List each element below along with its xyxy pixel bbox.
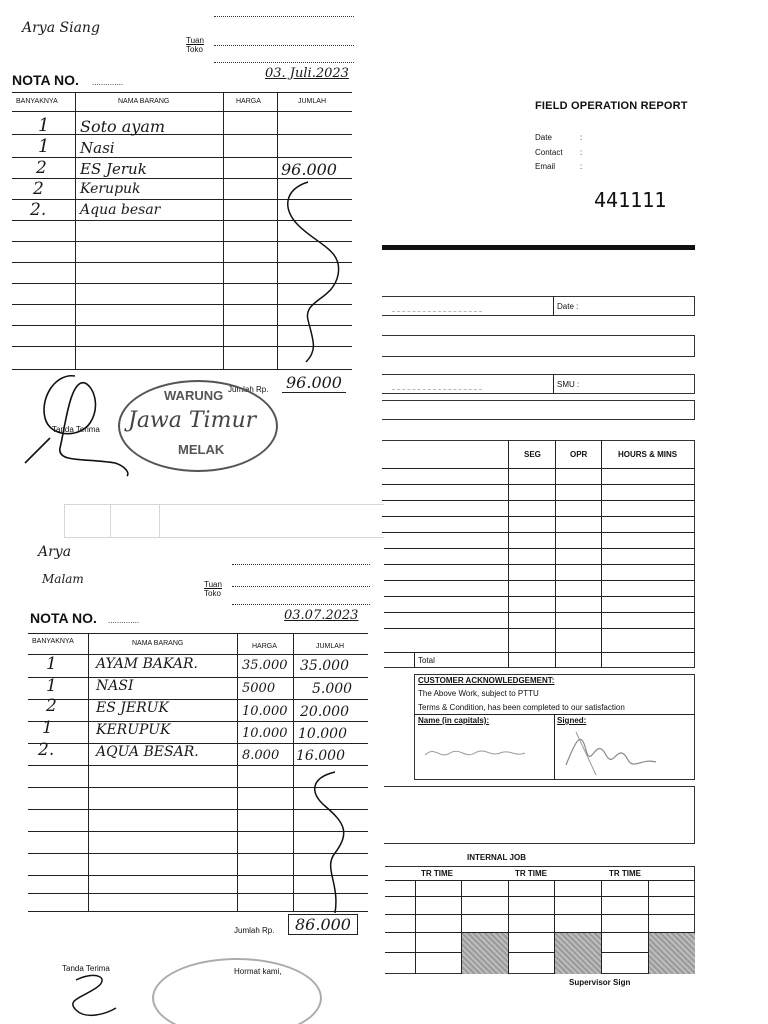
receipt2-handwritten-top2: Malam — [42, 572, 84, 586]
shaded-cell-1 — [462, 933, 508, 974]
receipt2-nota-dots: .............. — [108, 616, 140, 625]
report-email-label: Email — [535, 162, 556, 171]
receipt1-handwritten-top: Arya Siang — [22, 20, 100, 36]
receipt1-nota-dots: .............. — [92, 78, 124, 87]
report-date-colon: : — [580, 133, 583, 142]
receipt2-row5-price: 8.000 — [242, 748, 280, 763]
receipt2-toko: Toko — [204, 589, 221, 598]
receipt2-row1-amount: 35.000 — [300, 658, 349, 674]
receipt2-col-price: HARGA — [252, 643, 277, 650]
internal-job-label: INTERNAL JOB — [467, 853, 526, 862]
receipt2-row2-amount: 5.000 — [312, 681, 353, 697]
shaded-cell-3 — [649, 933, 695, 974]
signed-label: Signed: — [557, 716, 587, 725]
receipt2-jumlah-value: 86.000 — [288, 914, 358, 935]
report-row-box-4 — [382, 400, 695, 420]
report-row-box-2 — [382, 335, 695, 357]
receipt2-row2-qty: 1 — [46, 676, 57, 696]
report-date-label: Date — [535, 133, 552, 142]
receipt1-date: 03. Juli.2023 — [265, 66, 349, 81]
receipt1-amount-written: 96.000 — [281, 160, 337, 179]
receipt2-col-qty: BANYAKNYA — [32, 638, 74, 645]
receipt2-row3-price: 10.000 — [242, 704, 288, 719]
receipt2-row1-price: 35.000 — [242, 658, 288, 673]
receipt1-row4-item: Kerupuk — [80, 181, 141, 197]
customer-name-scribble — [420, 735, 540, 765]
receipt1-toko: Toko — [186, 45, 203, 54]
receipt2-row4-amount: 10.000 — [298, 726, 347, 742]
report-title: FIELD OPERATION REPORT — [535, 100, 688, 112]
report-email-colon: : — [580, 162, 583, 171]
receipt1-row2-qty: 1 — [38, 136, 50, 157]
report-row-date-label: Date : — [557, 302, 579, 311]
total-label: Total — [418, 656, 435, 665]
receipt1-row5-item: Aqua besar — [80, 202, 161, 218]
receipt1-col-item: NAMA BARANG — [118, 98, 170, 105]
ack-line-1: The Above Work, subject to PTTU — [418, 689, 539, 698]
receipt2-col-amount: JUMLAH — [316, 643, 345, 650]
receipt2-row4-price: 10.000 — [242, 726, 288, 741]
receipt1-jumlah-value: 96.000 — [282, 373, 346, 393]
receipt2-handwritten-top1: Arya — [38, 544, 72, 560]
receipt2-row3-amount: 20.000 — [300, 704, 349, 720]
receipt1-col-amount: JUMLAH — [298, 98, 327, 105]
report-contact-label: Contact — [535, 148, 563, 157]
receipt2-tanda-terima: Tanda Terima — [62, 964, 110, 973]
customer-signature — [556, 720, 686, 780]
receipt1-stamp — [118, 380, 278, 472]
receipt2-tuan: Tuan — [204, 580, 222, 589]
receipt1-stamp-line1: WARUNG — [164, 388, 224, 403]
tr-time-3: TR TIME — [609, 869, 641, 878]
receipt1-jumlah-label: Jumlah Rp. — [228, 385, 269, 394]
receipt2-row4-item: KERUPUK — [96, 722, 171, 738]
receipt2-row3-item: ES JERUK — [96, 700, 169, 716]
report-hours-table — [382, 440, 695, 668]
supervisor-sign-label: Supervisor Sign — [569, 978, 631, 987]
receipt1-row1-qty: 1 — [38, 115, 50, 136]
col-hours-mins: HOURS & MINS — [618, 450, 678, 459]
col-opr: OPR — [570, 450, 588, 459]
receipt2-row1-item: AYAM BAKAR. — [96, 656, 198, 672]
receipt1-row1-item: Soto ayam — [80, 117, 166, 136]
receipt2-col-item: NAMA BARANG — [132, 640, 184, 647]
scan-smudge — [64, 504, 384, 538]
receipt1-row4-qty: 2 — [33, 179, 44, 199]
receipt2-jumlah-label: Jumlah Rp. — [234, 926, 275, 935]
tr-time-1: TR TIME — [421, 869, 453, 878]
ack-title: CUSTOMER ACKNOWLEDGEMENT: — [418, 676, 555, 685]
receipt1-col-qty: BANYAKNYA — [16, 98, 58, 105]
remarks-box — [382, 786, 695, 844]
receipt2-squiggle — [295, 768, 367, 918]
receipt1-row3-qty: 2 — [36, 158, 47, 178]
receipt2-row5-item: AQUA BESAR. — [96, 744, 199, 760]
receipt1-tuan: Tuan — [186, 36, 204, 45]
report-row-smu-label: SMU : — [557, 380, 580, 389]
receipt1-stamp-line2: Jawa Timur — [128, 408, 257, 433]
receipt1-nota-label: NOTA NO. — [12, 72, 79, 88]
receipt1-row3-item: ES Jeruk — [80, 160, 147, 178]
receipt2-row5-amount: 16.000 — [296, 748, 345, 764]
report-faint-writing — [392, 298, 482, 312]
receipt2-signature — [56, 970, 126, 1022]
tr-time-2: TR TIME — [515, 869, 547, 878]
report-number: 441111 — [594, 188, 667, 212]
name-in-capitals-label: Name (in capitals): — [418, 716, 490, 725]
receipt-2 — [20, 538, 384, 1024]
col-seg: SEG — [524, 450, 541, 459]
receipt2-stamp — [152, 958, 322, 1024]
receipt-1 — [0, 0, 380, 500]
receipt1-tanda-terima: Tanda Terima — [52, 425, 100, 434]
receipt2-row2-item: NASI — [96, 678, 134, 694]
receipt1-col-price: HARGA — [236, 98, 261, 105]
receipt2-nota-label: NOTA NO. — [30, 610, 97, 626]
receipt1-row2-item: Nasi — [80, 139, 115, 157]
shaded-cell-2 — [555, 933, 601, 974]
receipt2-row3-qty: 2 — [46, 696, 57, 716]
report-contact-colon: : — [580, 148, 583, 157]
receipt2-date: 03.07.2023 — [284, 608, 359, 623]
receipt1-stamp-line3: MELAK — [178, 442, 225, 457]
receipt2-row5-qty: 2. — [38, 740, 55, 760]
receipt2-row1-qty: 1 — [46, 654, 57, 674]
receipt1-squiggle — [278, 180, 350, 365]
receipt2-hormat-kami: Hormat kami, — [234, 967, 282, 976]
receipt1-row5-qty: 2. — [30, 200, 47, 220]
receipt2-row4-qty: 1 — [42, 718, 53, 738]
ack-line-2: Terms & Condition, has been completed to our satisfaction — [418, 703, 625, 712]
receipt1-signature — [15, 368, 135, 478]
receipt2-row2-price: 5000 — [242, 681, 276, 696]
report-thick-rule — [382, 245, 695, 250]
